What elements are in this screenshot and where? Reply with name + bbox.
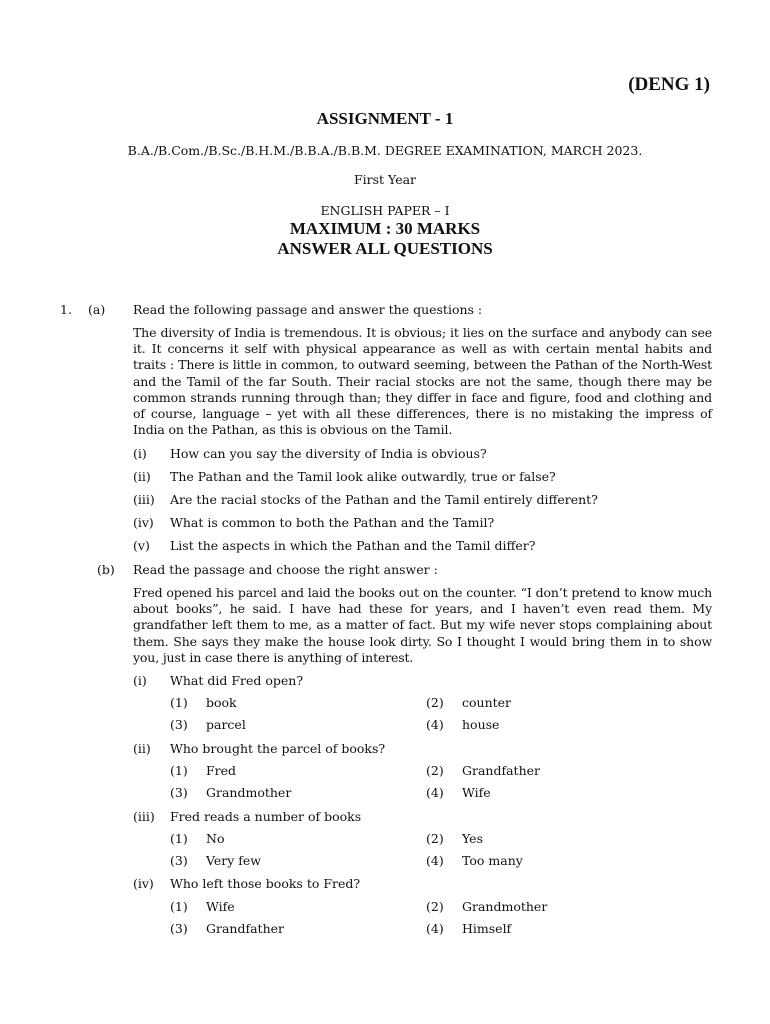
subq-a3-num: (iii) — [133, 492, 155, 507]
option-text: house — [462, 717, 500, 732]
subq-a4-num: (iv) — [133, 515, 154, 530]
subq-b2-num: (ii) — [133, 741, 151, 756]
subq-b1-text: What did Fred open? — [170, 673, 304, 688]
subq-b4-num: (iv) — [133, 876, 154, 891]
subq-b1-num: (i) — [133, 673, 147, 688]
option-text: Very few — [206, 853, 262, 868]
passage-b: Fred opened his parcel and laid the books out on the counter. “I don’t pretend to know much about books”, he said. I have had these for years, and I haven’t even read them. My grandfather left them to me, as a matter of fact. But my wife never stops complaining about them. She says they make the house look dirty. So I thought I would bring them in to show you, just in case there is anything of interest. — [133, 585, 712, 665]
option-num: (2) — [426, 763, 444, 778]
option-num: (3) — [170, 717, 188, 732]
option-num: (2) — [426, 695, 444, 710]
part-a-label: (a) — [88, 302, 106, 317]
option-num: (3) — [170, 921, 188, 936]
paper-code: (DENG 1) — [628, 74, 710, 95]
option-text: Yes — [462, 831, 483, 846]
option-num: (1) — [170, 763, 188, 778]
option-num: (1) — [170, 831, 188, 846]
part-b-instruction: Read the passage and choose the right answer : — [133, 562, 438, 577]
question-number: 1. — [60, 302, 72, 317]
passage-a: The diversity of India is tremendous. It is obvious; it lies on the surface and anybody can see it. It concerns it self with physical appearance as well as with certain mental habits and traits : There is little in common, to outward seeming, between the Pathan of the North-West and the Tamil of the far South. Their racial stocks are not the same, though there may be common strands running through than; they differ in face and figure, food and clothing and of course, language – yet with all these differences, there is no mistaking the impress of India on the Pathan, as this is obvious on the Tamil. — [133, 325, 712, 438]
option-num: (4) — [426, 717, 444, 732]
option-text: Himself — [462, 921, 512, 936]
assignment-title: ASSIGNMENT - 1 — [316, 109, 454, 128]
option-num: (1) — [170, 899, 188, 914]
option-text: Grandfather — [206, 921, 284, 936]
max-marks: MAXIMUM : 30 MARKS — [289, 219, 481, 238]
option-num: (2) — [426, 831, 444, 846]
subq-a1-text: How can you say the diversity of India is obvious? — [170, 446, 487, 461]
option-num: (4) — [426, 785, 444, 800]
subq-a2-num: (ii) — [133, 469, 151, 484]
subq-a1-num: (i) — [133, 446, 147, 461]
subq-a3-text: Are the racial stocks of the Pathan and the Tamil entirely different? — [170, 492, 598, 507]
option-text: Grandmother — [462, 899, 548, 914]
paper-label: ENGLISH PAPER – I — [320, 203, 450, 218]
option-text: Wife — [462, 785, 491, 800]
part-b-label: (b) — [97, 562, 115, 577]
option-text: Grandfather — [462, 763, 540, 778]
subq-a5-num: (v) — [133, 538, 150, 553]
option-num: (3) — [170, 853, 188, 868]
subq-a5-text: List the aspects in which the Pathan and the Tamil differ? — [170, 538, 536, 553]
option-text: Grandmother — [206, 785, 292, 800]
option-num: (4) — [426, 921, 444, 936]
option-text: parcel — [206, 717, 246, 732]
subq-b4-text: Who left those books to Fred? — [170, 876, 361, 891]
option-num: (2) — [426, 899, 444, 914]
option-text: Wife — [206, 899, 235, 914]
year-label: First Year — [353, 172, 417, 187]
subq-a4-text: What is common to both the Pathan and the Tamil? — [170, 515, 495, 530]
option-num: (1) — [170, 695, 188, 710]
option-num: (4) — [426, 853, 444, 868]
option-text: counter — [462, 695, 512, 710]
part-a-instruction: Read the following passage and answer the questions : — [133, 302, 483, 317]
option-text: book — [206, 695, 237, 710]
option-text: Too many — [462, 853, 523, 868]
option-text: Fred — [206, 763, 237, 778]
answer-all-instruction: ANSWER ALL QUESTIONS — [277, 239, 493, 258]
subq-b3-num: (iii) — [133, 809, 155, 824]
exam-title: B.A./B.Com./B.Sc./B.H.M./B.B.A./B.B.M. DEGREE EXAMINATION, MARCH 2023. — [127, 143, 643, 158]
subq-a2-text: The Pathan and the Tamil look alike outwardly, true or false? — [170, 469, 556, 484]
subq-b3-text: Fred reads a number of books — [170, 809, 362, 824]
option-num: (3) — [170, 785, 188, 800]
subq-b2-text: Who brought the parcel of books? — [170, 741, 386, 756]
option-text: No — [206, 831, 225, 846]
